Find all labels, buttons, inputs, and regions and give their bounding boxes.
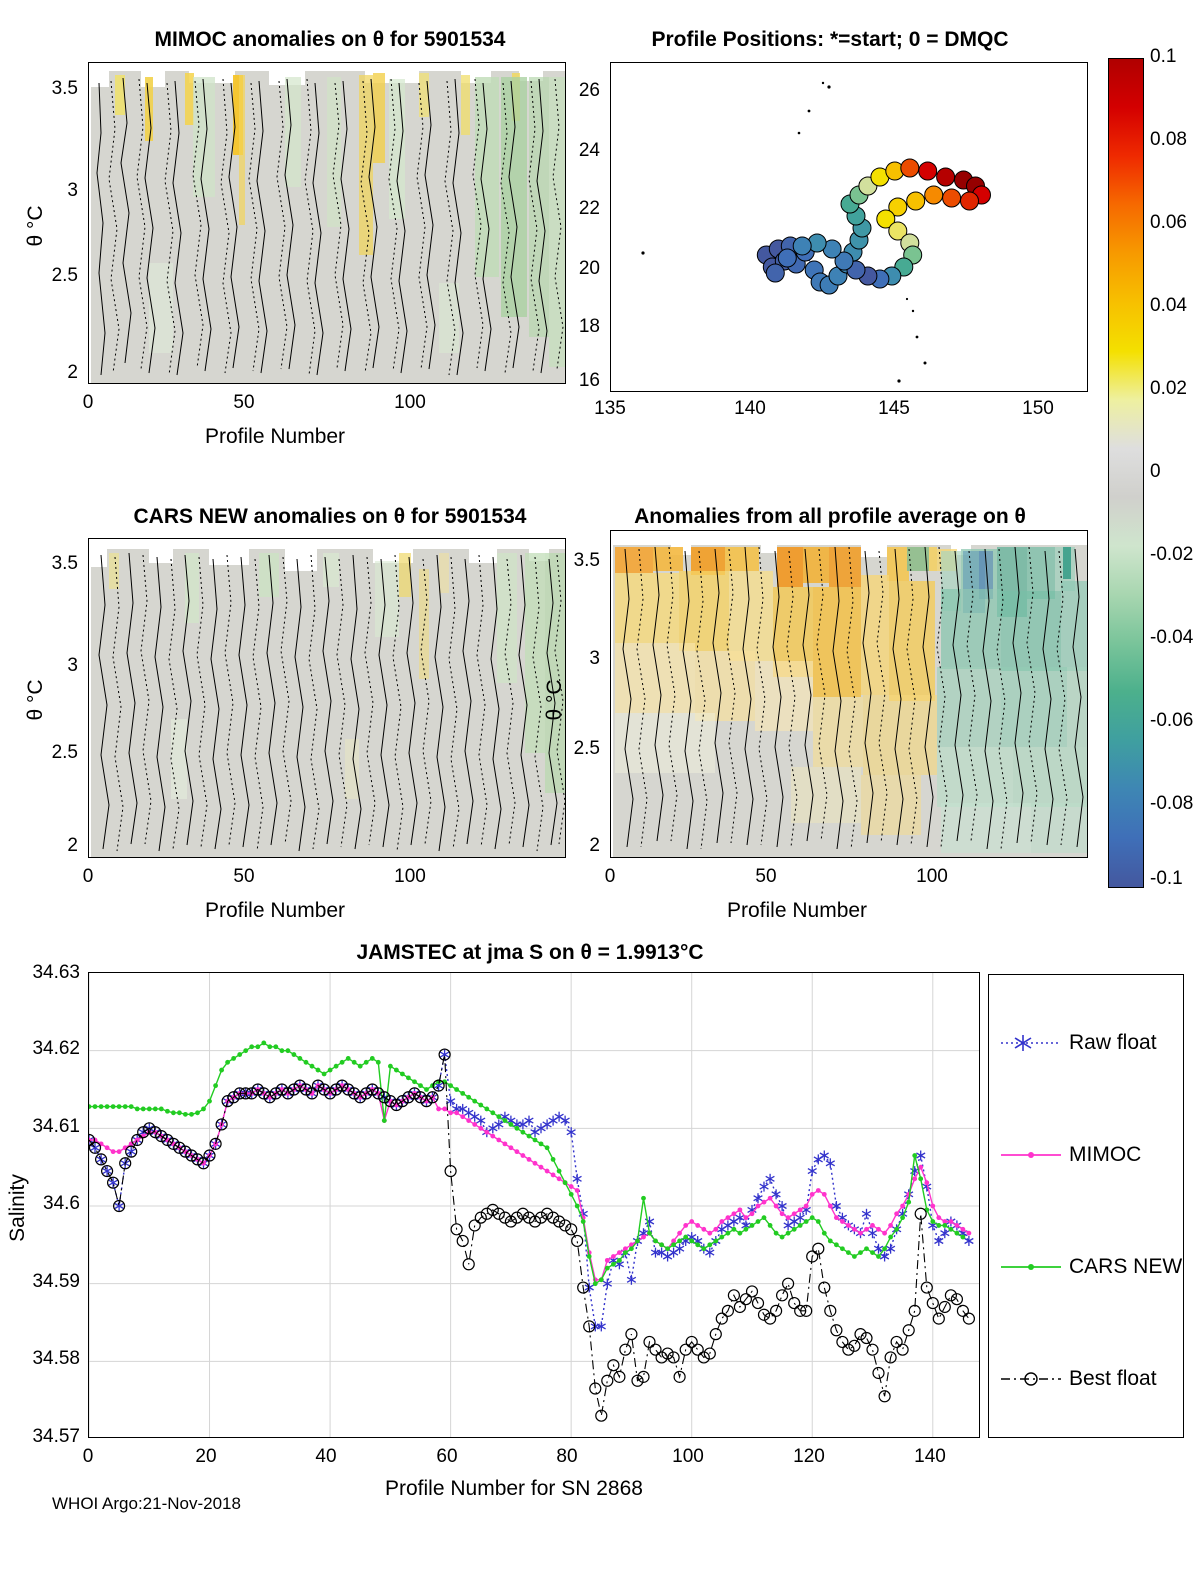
cbar-tick-8: -0.06 [1150,710,1194,731]
profile-position-marker [793,237,811,255]
mimoc-ylabel: θ °C [24,205,47,247]
pos-ytick-18: 18 [578,316,600,337]
sal-ytick-6: 34.63 [32,962,80,983]
legend [988,974,1184,1438]
legend-label-mimoc: MIMOC [1069,1143,1142,1166]
allavg-title: Anomalies from all profile average on θ [634,505,1026,528]
profile-position-marker [766,264,784,282]
mimoc-xtick-50: 50 [233,392,255,413]
cars-xlabel: Profile Number [205,899,346,922]
legend-sample-mimoc [1001,1152,1061,1158]
sal-xtick-80: 80 [556,1446,578,1467]
sal-ytick-3: 34.6 [43,1193,80,1214]
cbar-tick-10: -0.1 [1150,868,1183,889]
profile-position-marker [925,186,943,204]
series-mimoc [89,1083,971,1282]
positions-title: Profile Positions: *=start; 0 = DMQC [651,28,1009,51]
cars-xtick-50: 50 [233,866,255,887]
pos-ytick-16: 16 [578,370,600,391]
cars-ytick-2: 2 [67,835,78,856]
pos-xtick-140: 140 [734,398,766,419]
profile-position-marker [901,159,919,177]
jamstec-xlabel: Profile Number for SN 2868 [385,1477,643,1500]
allavg-plot-area [610,530,1088,858]
allavg-ytick-3: 3 [589,648,600,669]
mimoc-ytick-35: 3.5 [51,78,78,99]
series-best-float [89,1049,974,1421]
pos-ytick-20: 20 [578,258,600,279]
footer-text: WHOI Argo:21-Nov-2018 [52,1494,241,1513]
sal-ytick-5: 34.62 [32,1038,80,1059]
mimoc-xlabel: Profile Number [205,425,346,448]
cbar-tick-1: 0.08 [1150,129,1187,150]
mimoc-xtick-100: 100 [394,392,426,413]
profile-position-marker [961,192,979,210]
profile-position-marker [937,168,955,186]
jamstec-plot-area [88,972,980,1438]
cars-ytick-35: 3.5 [51,553,78,574]
positions-scatter [611,63,1088,392]
profile-position-marker [778,249,796,267]
pos-xtick-145: 145 [878,398,910,419]
allavg-heatmap [611,531,1088,858]
sal-xtick-100: 100 [672,1446,704,1467]
allavg-ytick-2: 2 [589,835,600,856]
mimoc-heatmap [89,63,566,384]
pos-xtick-150: 150 [1022,398,1054,419]
jamstec-title: JAMSTEC at jma S on θ = 1.9913°C [356,941,704,964]
legend-label-best-float: Best float [1069,1367,1157,1390]
land-speckles [641,82,926,383]
legend-sample-cars-new [1001,1264,1061,1270]
allavg-xlabel: Profile Number [727,899,868,922]
cbar-tick-7: -0.04 [1150,627,1194,648]
sal-xtick-40: 40 [315,1446,337,1467]
sal-ytick-1: 34.58 [32,1348,80,1369]
mimoc-ytick-2: 2 [67,362,78,383]
cbar-tick-5: 0 [1150,461,1161,482]
series-cars-new [89,1041,965,1287]
cars-ytick-25: 2.5 [51,742,78,763]
cbar-tick-0: 0.1 [1150,46,1177,67]
allavg-xtick-50: 50 [755,866,777,887]
series-raw-float [89,1050,973,1332]
cbar-tick-4: 0.02 [1150,378,1187,399]
pos-ytick-26: 26 [578,80,600,101]
mimoc-xtick-0: 0 [82,392,94,413]
profile-position-marker [943,189,961,207]
profile-position-marker [907,192,925,210]
sal-ytick-4: 34.61 [32,1116,80,1137]
allavg-ylabel: θ °C [543,679,566,721]
cars-title: CARS NEW anomalies on θ for 5901534 [133,505,527,528]
pos-ytick-22: 22 [578,198,600,219]
pos-xtick-135: 135 [594,398,626,419]
sal-xtick-120: 120 [793,1446,825,1467]
cbar-tick-3: 0.04 [1150,295,1187,316]
mimoc-ytick-3: 3 [67,180,78,201]
allavg-xtick-100: 100 [916,866,948,887]
sal-xtick-140: 140 [914,1446,946,1467]
legend-sample-raw-float [1001,1035,1061,1051]
jamstec-lines [89,973,980,1438]
positions-plot-area [610,62,1088,392]
pos-ytick-24: 24 [578,140,600,161]
mimoc-title: MIMOC anomalies on θ for 5901534 [154,28,506,51]
sal-xtick-20: 20 [195,1446,217,1467]
cbar-tick-2: 0.06 [1150,212,1187,233]
cars-xtick-0: 0 [82,866,94,887]
cars-xtick-100: 100 [394,866,426,887]
cbar-tick-6: -0.02 [1150,544,1194,565]
allavg-ytick-25: 2.5 [573,738,600,759]
sal-ytick-0: 34.57 [32,1426,80,1447]
allavg-xtick-0: 0 [604,866,616,887]
sal-ytick-2: 34.59 [32,1271,80,1292]
mimoc-plot-area [88,62,566,384]
sal-xtick-60: 60 [436,1446,458,1467]
cbar-tick-9: -0.08 [1150,793,1194,814]
sal-xtick-0: 0 [82,1446,94,1467]
cars-ytick-3: 3 [67,655,78,676]
legend-sample-best-float [1001,1373,1061,1385]
allavg-ytick-35: 3.5 [573,550,600,571]
cars-heatmap [89,539,566,858]
profile-position-marker [919,162,937,180]
legend-label-cars-new: CARS NEW [1069,1255,1183,1278]
legend-label-raw-float: Raw float [1069,1031,1157,1054]
colorbar-box [1108,58,1144,888]
cars-ylabel: θ °C [24,679,47,721]
cars-plot-area [88,538,566,858]
jamstec-ylabel: Salinity [6,1174,29,1242]
mimoc-ytick-25: 2.5 [51,265,78,286]
